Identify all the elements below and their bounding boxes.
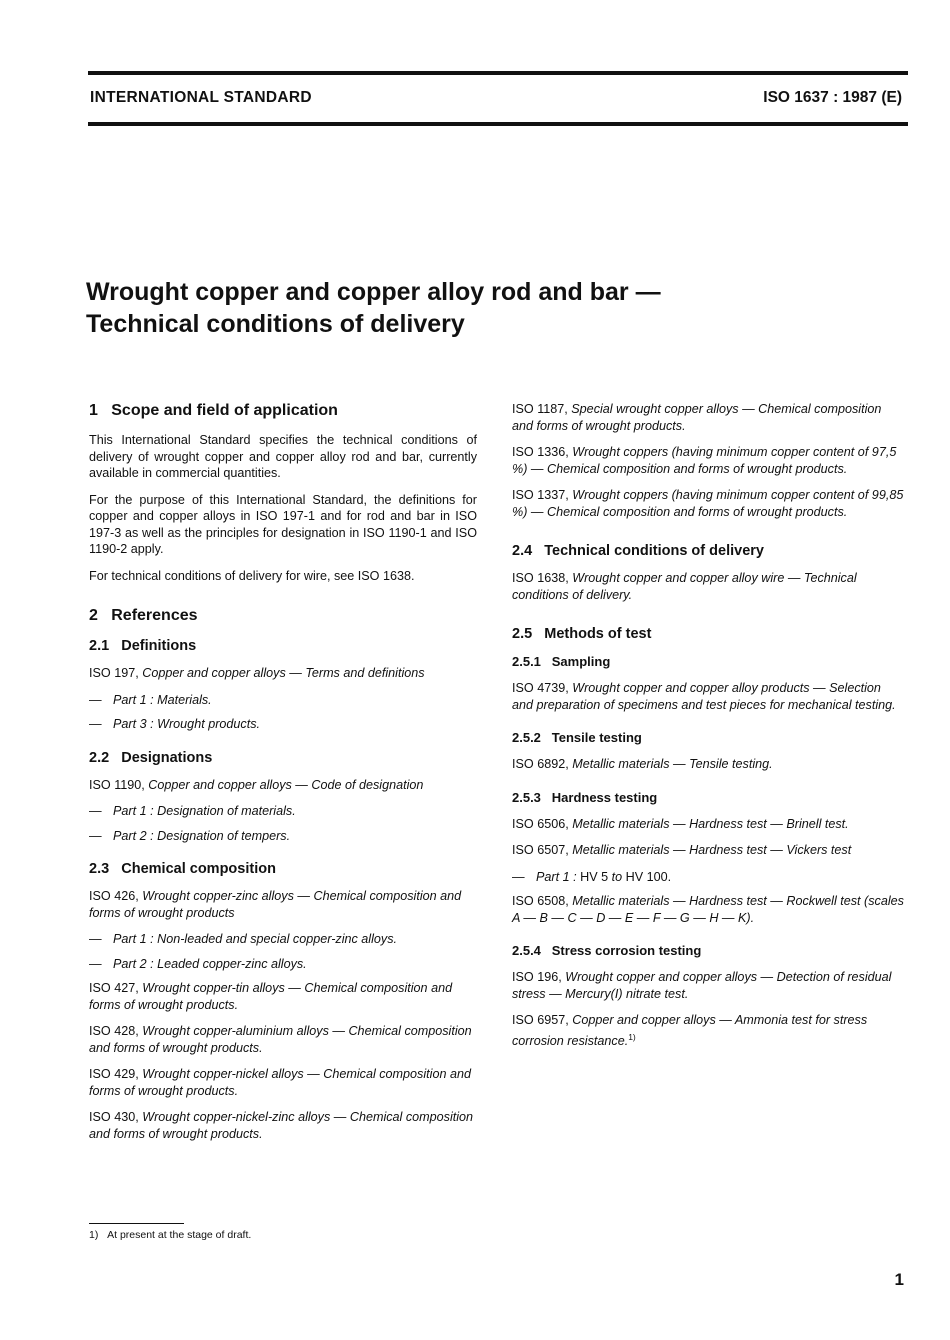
- footnote-rule: [89, 1223, 184, 1224]
- document-title: [86, 276, 886, 340]
- reference-iso-429: ISO 429, Wrought copper-nickel alloys — Chemical composition and forms of wrought products.: [89, 1067, 471, 1098]
- list-item: — Part 1 : Designation of materials.: [89, 804, 296, 818]
- header-rule-top: [88, 71, 908, 75]
- section-2-5-4-heading: 2.5.4 Stress corrosion testing: [512, 943, 702, 958]
- list-item: — Part 2 : Designation of tempers.: [89, 828, 291, 843]
- reference-iso-1337: ISO 1337, Wrought coppers (having minimum copper content of 99,85 %) — Chemical composition and forms of wrought products.: [512, 488, 904, 519]
- list-item: — Part 2 : Leaded copper-zinc alloys.: [89, 956, 307, 971]
- header-label: INTERNATIONAL STANDARD: [90, 89, 312, 106]
- section-2-5-heading: 2.5 Methods of test: [512, 626, 652, 642]
- header-rule-bottom: [88, 122, 908, 126]
- reference-iso-196: ISO 196, Wrought copper and copper alloys — Detection of residual stress — Mercury(I) nitrate test.: [512, 970, 892, 1001]
- footnote-reference: 1): [628, 1031, 636, 1042]
- reference-iso-4739: ISO 4739, Wrought copper and copper alloy products — Selection and preparation of specimens and test pieces for mechanical testing.: [512, 681, 896, 712]
- reference-iso-1638: ISO 1638, Wrought copper and copper alloy wire — Technical conditions of delivery.: [512, 571, 857, 602]
- list-item: — Part 1 : HV 5 to HV 100.: [512, 869, 672, 884]
- standard-number: ISO 1637 : 1987 (E): [763, 89, 902, 106]
- reference-iso-1190: ISO 1190, Copper and copper alloys — Code of designation: [89, 777, 424, 792]
- section-2-4-heading: 2.4 Technical conditions of delivery: [512, 543, 764, 559]
- left-column: [89, 401, 477, 1152]
- page-number: 1: [894, 1270, 904, 1289]
- section-2-1-heading: 2.1 Definitions: [89, 638, 197, 654]
- reference-iso-1187: ISO 1187, Special wrought copper alloys — Chemical composition and forms of wrought products.: [512, 402, 882, 433]
- list-item: — Part 3 : Wrought products.: [89, 717, 260, 731]
- reference-iso-6892: ISO 6892, Metallic materials — Tensile testing.: [512, 757, 773, 771]
- reference-iso-426: ISO 426, Wrought copper-zinc alloys — Chemical composition and forms of wrought products: [89, 889, 462, 920]
- section-2-5-1-heading: 2.5.1 Sampling: [512, 654, 611, 669]
- section-1-paragraph-1: This International Standard specifies the technical conditions of delivery of wrought copper and copper alloy rod and bar, currently available in commercial quantities.: [89, 433, 477, 480]
- title-line-1: Wrought copper and copper alloy rod and bar —: [86, 278, 661, 306]
- section-2-2-heading: 2.2 Designations: [89, 749, 213, 766]
- reference-iso-197: ISO 197, Copper and copper alloys — Terms and definitions: [89, 666, 425, 680]
- section-2-3-heading: 2.3 Chemical composition: [89, 861, 276, 877]
- footnote: 1) At present at the stage of draft.: [89, 1229, 252, 1241]
- reference-iso-6506: ISO 6506, Metallic materials — Hardness test — Brinell test.: [512, 816, 849, 831]
- reference-iso-430: ISO 430, Wrought copper-nickel-zinc alloys — Chemical composition and forms of wrought products.: [89, 1110, 474, 1141]
- title-line-2: Technical conditions of delivery: [86, 310, 465, 338]
- reference-iso-427: ISO 427, Wrought copper-tin alloys — Chemical composition and forms of wrought products.: [89, 981, 453, 1012]
- reference-iso-6957: ISO 6957, Copper and copper alloys — Ammonia test for stress corrosion resistance.$^{1)}$: [512, 1013, 868, 1048]
- reference-iso-428: ISO 428, Wrought copper-aluminium alloys — Chemical composition and forms of wrought products.: [89, 1024, 472, 1055]
- section-1-heading: 1 Scope and field of application: [89, 402, 338, 419]
- reference-iso-6507: ISO 6507, Metallic materials — Hardness test — Vickers test: [512, 843, 852, 857]
- section-2-heading: 2 References: [89, 607, 198, 624]
- right-column: [512, 401, 904, 1059]
- reference-iso-1336: ISO 1336, Wrought coppers (having minimum copper content of 97,5 %) — Chemical composition and forms of wrought products.: [512, 445, 897, 476]
- list-item: — Part 1 : Materials.: [89, 692, 212, 707]
- section-2-5-2-heading: 2.5.2 Tensile testing: [512, 730, 642, 745]
- reference-iso-6508: ISO 6508, Metallic materials — Hardness test — Rockwell test (scales A — B — C — D — E — F — G — H — K).: [512, 894, 904, 925]
- section-1-paragraph-2: For the purpose of this International Standard, the definitions for copper and copper alloys in ISO 197-1 and for rod and bar in ISO 197-3 as well as the principles for designation in ISO 1190-1 and ISO 1190-2 apply.: [89, 492, 477, 556]
- list-item: — Part 1 : Non-leaded and special copper-zinc alloys.: [89, 932, 397, 946]
- section-2-5-3-heading: 2.5.3 Hardness testing: [512, 789, 658, 805]
- section-1-paragraph-3: For technical conditions of delivery for wire, see ISO 1638.: [89, 568, 415, 583]
